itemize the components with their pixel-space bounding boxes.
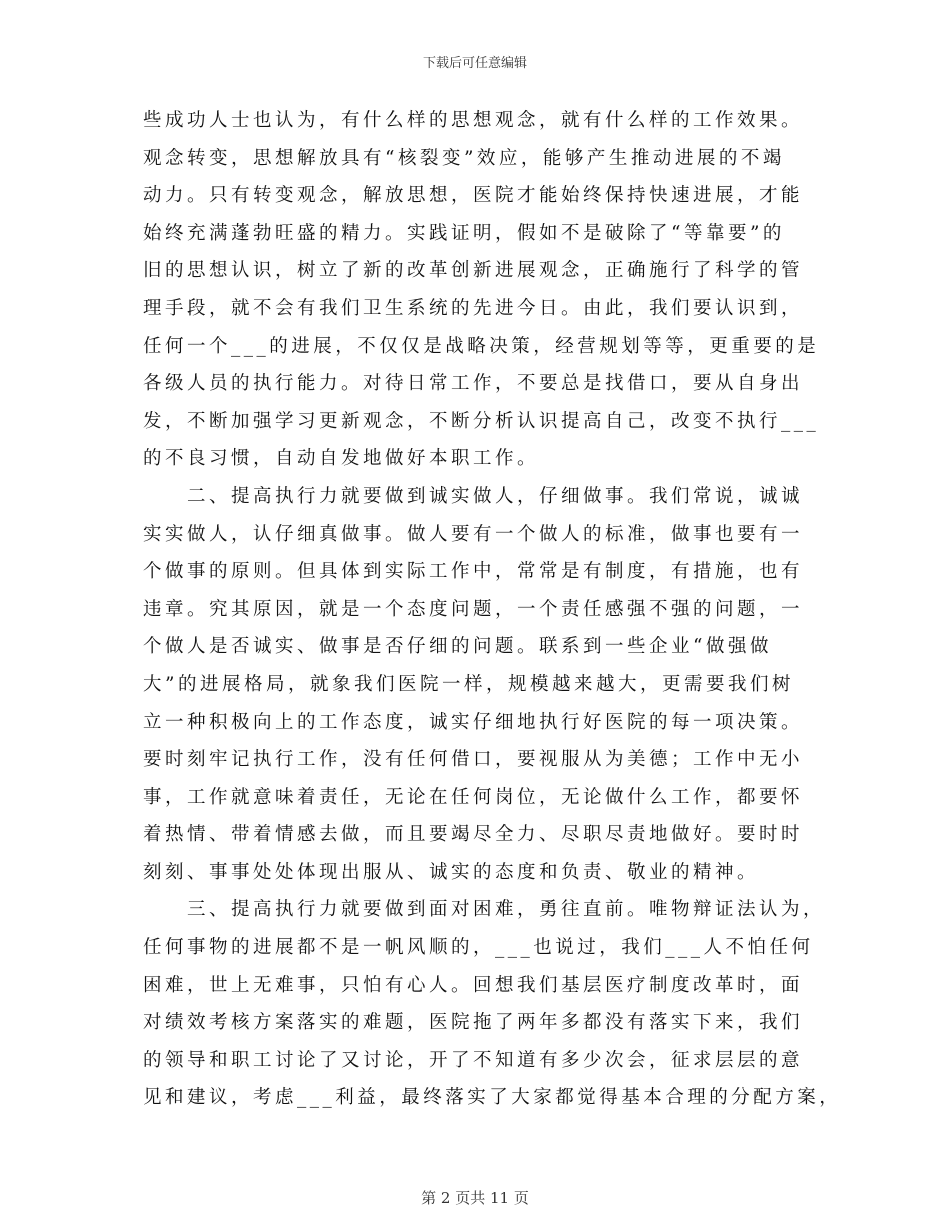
- text-line: 的领导和职工讨论了又讨论，开了不知道有多少次会，征求层层的意: [143, 1049, 804, 1071]
- text-line: 动力。只有转变观念，解放思想，医院才能始终保持快速进展，才能: [143, 185, 804, 207]
- text-line: 观念转变，思想解放具有“核裂变”效应，能够产生推动进展的不竭: [143, 147, 785, 169]
- text-line: 刻刻、事事处处体现出服从、诚实的态度和负责、敬业的精神。: [143, 861, 760, 883]
- page-footer: 第 2 页共 11 页: [421, 1189, 529, 1207]
- text-line: 事，工作就意味着责任，无论在任何岗位，无论做什么工作，都要怀: [143, 786, 804, 808]
- text-line: 始终充满蓬勃旺盛的精力。实践证明，假如不是破除了“等靠要”的: [143, 222, 785, 244]
- page-header: 下载后可任意编辑: [422, 56, 527, 71]
- text-line: 发，不断加强学习更新观念，不断分析认识提高自己，改变不执行___: [143, 410, 820, 432]
- document-body: [143, 102, 842, 1117]
- text-line: 任何事物的进展都不是一帆风顺的，___也说过，我们___人不怕任何: [143, 937, 814, 959]
- text-line: 要时刻牢记执行工作，没有任何借口，要视服从为美德；工作中无小: [143, 749, 804, 771]
- text-line: 旧的思想认识，树立了新的改革创新进展观念，正确施行了科学的管: [143, 260, 804, 282]
- text-line: 个做人是否诚实、做事是否仔细的问题。联系到一些企业“做强做: [143, 636, 772, 658]
- text-line: 立一种积极向上的工作态度，诚实仔细地执行好医院的每一项决策。: [143, 711, 804, 733]
- text-line: 大”的进展格局，就象我们医院一样，规模越来越大，更需要我们树: [143, 673, 794, 695]
- text-line: 个做事的原则。但具体到实际工作中，常常是有制度，有措施，也有: [143, 561, 804, 583]
- paragraph-start-line: 二、提高执行力就要做到诚实做人，仔细做事。我们常说，诚诚: [187, 485, 804, 507]
- text-line: 违章。究其原因，就是一个态度问题，一个责任感强不强的问题，一: [143, 598, 804, 620]
- text-line: 任何一个___的进展，不仅仅是战略决策，经营规划等等，更重要的是: [143, 335, 820, 357]
- text-line: 实实做人，认仔细真做事。做人要有一个做人的标准，做事也要有一: [143, 523, 804, 545]
- text-line: 理手段，就不会有我们卫生系统的先进今日。由此，我们要认识到，: [143, 297, 804, 319]
- text-line: 各级人员的执行能力。对待日常工作，不要总是找借口，要从自身出: [143, 373, 804, 395]
- text-line: 着热情、带着情感去做，而且要竭尽全力、尽职尽责地做好。要时时: [143, 824, 804, 846]
- text-line: 的不良习惯，自动自发地做好本职工作。: [143, 448, 540, 470]
- paragraph-start-line: 三、提高执行力就要做到面对困难，勇往直前。唯物辩证法认为，: [187, 899, 826, 921]
- text-line: 对绩效考核方案落实的难题，医院拖了两年多都没有落实下来，我们: [143, 1012, 804, 1034]
- text-line: 些成功人士也认为，有什么样的思想观念，就有什么样的工作效果。: [143, 110, 804, 131]
- text-line: 见和建议，考虑___利益，最终落实了大家都觉得基本合理的分配方案，: [143, 1087, 842, 1109]
- text-line: 困难，世上无难事，只怕有心人。回想我们基层医疗制度改革时，面: [143, 974, 804, 996]
